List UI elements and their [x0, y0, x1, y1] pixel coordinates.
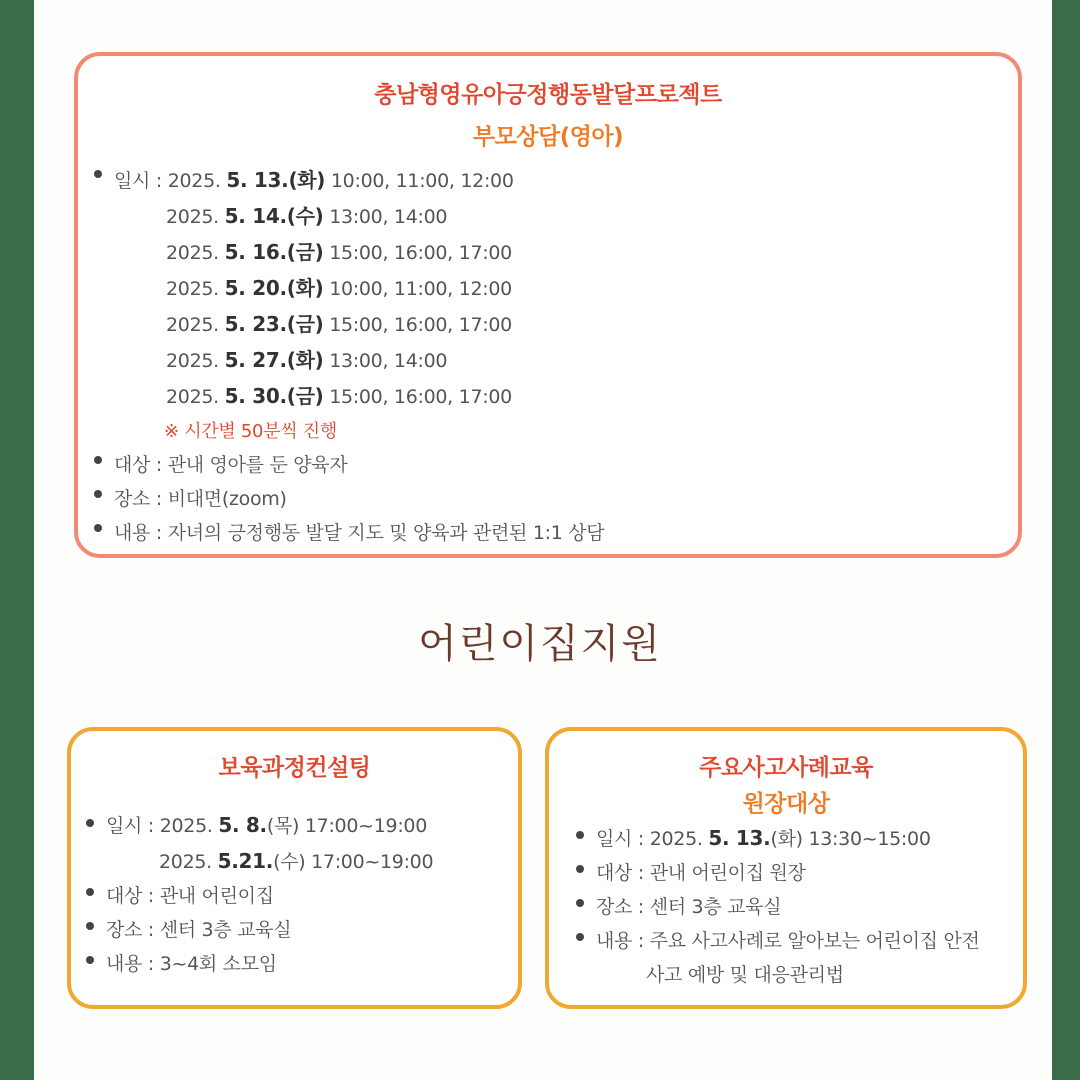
content-row: 내용 : 주요 사고사례로 알아보는 어린이집 안전: [596, 930, 980, 952]
bullet: [94, 490, 102, 498]
card-subtitle: 원장대상: [742, 791, 830, 817]
section-title: 어린이집지원: [418, 621, 662, 667]
schedule-row: 2025. 5. 20.(화) 10:00, 11:00, 12:00: [166, 276, 512, 300]
accident-case-training-card: [545, 727, 1027, 1009]
bullet: [94, 524, 102, 532]
bullet: [576, 899, 584, 907]
place-row: 장소 : 비대면(zoom): [114, 488, 287, 510]
schedule-row: 일시 : 2025. 5. 13.(화) 10:00, 11:00, 12:00: [114, 168, 514, 192]
schedule-row: 2025. 5. 16.(금) 15:00, 16:00, 17:00: [166, 240, 512, 264]
content-row: 내용 : 자녀의 긍정행동 발달 지도 및 양육과 관련된 1:1 상담: [114, 522, 605, 544]
schedule-row: 2025. 5.21.(수) 17:00~19:00: [159, 849, 434, 873]
place-row: 장소 : 센터 3층 교육실: [596, 896, 782, 918]
bullet: [86, 819, 94, 827]
place-row: 장소 : 센터 3층 교육실: [106, 919, 292, 941]
bullet: [86, 922, 94, 930]
card-subtitle: 부모상담(영아): [472, 124, 624, 150]
bullet: [94, 456, 102, 464]
schedule-row: 일시 : 2025. 5. 13.(화) 13:30~15:00: [596, 826, 931, 850]
bullet: [576, 933, 584, 941]
bullet: [576, 865, 584, 873]
schedule-label: 일시 :: [114, 170, 168, 192]
schedule-row: 2025. 5. 23.(금) 15:00, 16:00, 17:00: [166, 312, 512, 336]
curriculum-consulting-card: [67, 727, 522, 1009]
schedule-label: 일시 :: [596, 828, 650, 850]
schedule-row: 2025. 5. 14.(수) 13:00, 14:00: [166, 204, 448, 228]
target-row: 대상 : 관내 어린이집: [106, 885, 274, 907]
content-row: 내용 : 3~4회 소모임: [106, 953, 277, 975]
bullet: [86, 888, 94, 896]
card-title: 주요사고사례교육: [699, 755, 873, 781]
schedule-row: 일시 : 2025. 5. 8.(목) 17:00~19:00: [106, 813, 427, 837]
parent-counseling-card: [74, 52, 1022, 558]
schedule-label: 일시 :: [106, 815, 160, 837]
schedule-row: 2025. 5. 30.(금) 15:00, 16:00, 17:00: [166, 384, 512, 408]
schedule-row: 2025. 5. 27.(화) 13:00, 14:00: [166, 348, 448, 372]
bullet: [576, 831, 584, 839]
bullet: [94, 170, 102, 178]
target-row: 대상 : 관내 어린이집 원장: [596, 862, 806, 884]
bullet: [86, 956, 94, 964]
target-row: 대상 : 관내 영아를 둔 양육자: [114, 454, 348, 476]
content-row-continued: 사고 예방 및 대응관리법: [646, 964, 844, 986]
session-note: ※ 시간별 50분씩 진행: [164, 421, 337, 442]
card-title: 보육과정컨설팅: [218, 755, 371, 781]
card-title: 충남형영유아긍정행동발달프로젝트: [374, 82, 722, 108]
